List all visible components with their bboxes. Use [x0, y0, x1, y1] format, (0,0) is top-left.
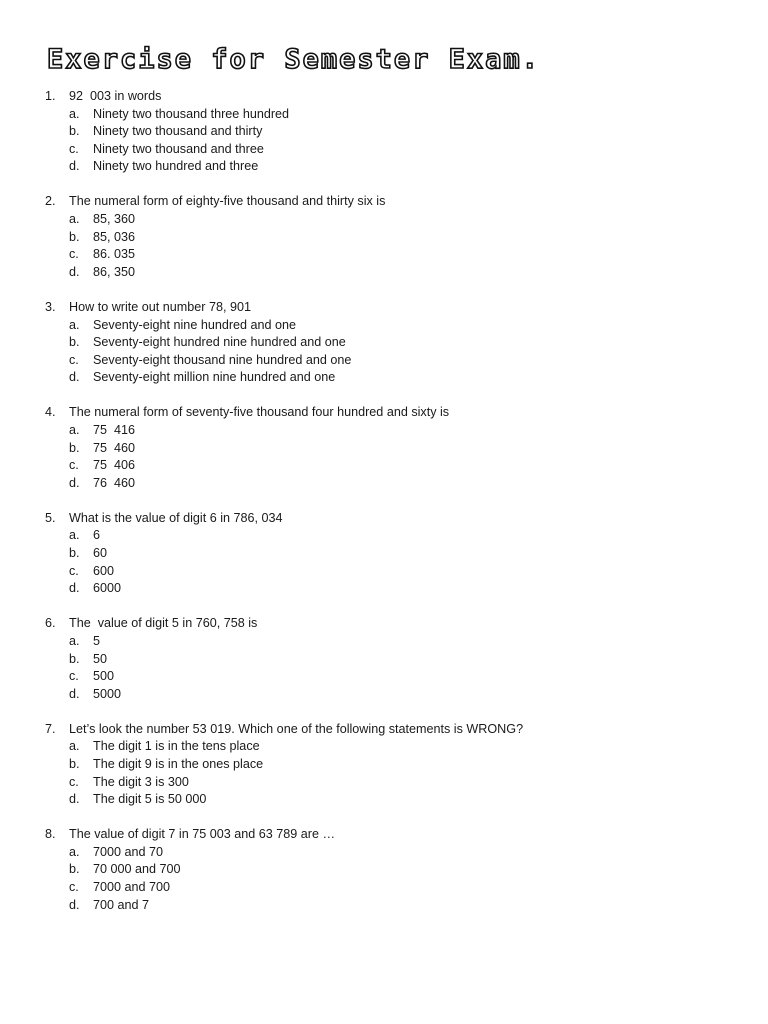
- answer-option: [0, 246, 768, 264]
- answer-option: [0, 211, 768, 229]
- question-number: 7.: [45, 721, 56, 736]
- question-stem: [0, 404, 768, 422]
- answer-options: [0, 633, 768, 703]
- question-item: [0, 721, 768, 809]
- option-letter: a.: [69, 212, 80, 227]
- question-item: [0, 404, 768, 492]
- option-text: 85, 360: [93, 212, 136, 227]
- option-letter: d.: [69, 264, 80, 279]
- option-text: 85, 036: [93, 229, 136, 244]
- answer-option: [0, 844, 768, 862]
- option-text: 75 406: [93, 458, 136, 473]
- answer-option: [0, 756, 768, 774]
- question-stem: [0, 88, 768, 106]
- option-text: Ninety two thousand and thirty: [93, 124, 263, 139]
- question-stem: [0, 510, 768, 528]
- answer-option: [0, 158, 768, 176]
- option-letter: b.: [69, 651, 80, 666]
- question-stem: [0, 193, 768, 211]
- option-letter: c.: [69, 352, 79, 367]
- question-text: Let’s look the number 53 019. Which one of the following statements is WRONG?: [69, 721, 524, 736]
- option-text: 500: [93, 669, 115, 684]
- question-list: [0, 88, 768, 932]
- question-number: 5.: [45, 510, 56, 525]
- option-text: 6: [93, 528, 101, 543]
- option-text: 5: [93, 633, 101, 648]
- option-letter: a.: [69, 106, 80, 121]
- option-letter: a.: [69, 317, 80, 332]
- option-letter: c.: [69, 141, 79, 156]
- option-letter: d.: [69, 475, 80, 490]
- answer-options: [0, 527, 768, 597]
- answer-option: [0, 861, 768, 879]
- option-text: 7000 and 700: [93, 880, 171, 895]
- option-letter: a.: [69, 739, 80, 754]
- question-text: The numeral form of eighty-five thousand and thirty six is: [69, 194, 386, 209]
- question-number: 8.: [45, 827, 56, 842]
- answer-options: [0, 317, 768, 387]
- answer-option: [0, 879, 768, 897]
- question-stem: [0, 615, 768, 633]
- option-letter: b.: [69, 546, 80, 561]
- question-number: 4.: [45, 405, 56, 420]
- question-item: [0, 193, 768, 281]
- option-letter: b.: [69, 862, 80, 877]
- option-letter: a.: [69, 528, 80, 543]
- option-letter: d.: [69, 159, 80, 174]
- option-letter: a.: [69, 633, 80, 648]
- question-number: 3.: [45, 299, 56, 314]
- question-text: What is the value of digit 6 in 786, 034: [69, 510, 283, 525]
- question-item: [0, 826, 768, 914]
- option-text: 76 460: [93, 475, 136, 490]
- option-text: The digit 3 is 300: [93, 774, 189, 789]
- option-text: 75 416: [93, 423, 136, 437]
- question-stem: [0, 299, 768, 317]
- option-letter: c.: [69, 458, 79, 473]
- question-number: 2.: [45, 194, 56, 209]
- answer-option: [0, 141, 768, 159]
- option-text: 5000: [93, 686, 122, 701]
- answer-option: [0, 334, 768, 352]
- option-letter: c.: [69, 563, 79, 578]
- question-item: [0, 299, 768, 387]
- answer-options: [0, 738, 768, 808]
- answer-option: [0, 123, 768, 141]
- answer-option: [0, 457, 768, 475]
- option-text: 50: [93, 651, 108, 666]
- question-stem: [0, 721, 768, 739]
- answer-option: [0, 440, 768, 458]
- answer-option: [0, 897, 768, 915]
- question-item: [0, 510, 768, 598]
- option-text: 700 and 7: [93, 897, 150, 912]
- answer-option: [0, 229, 768, 247]
- option-text: 600: [93, 563, 115, 578]
- answer-options: [0, 106, 768, 176]
- option-text: Seventy-eight hundred nine hundred and one: [93, 335, 346, 350]
- question-text: The value of digit 5 in 760, 758 is: [69, 616, 258, 631]
- answer-option: [0, 651, 768, 669]
- option-letter: b.: [69, 757, 80, 771]
- question-text: The value of digit 7 in 75 003 and 63 789 are …: [69, 827, 336, 842]
- option-letter: c.: [69, 880, 79, 895]
- option-text: The digit 5 is 50 000: [93, 792, 207, 807]
- option-text: Seventy-eight million nine hundred and one: [93, 370, 336, 385]
- option-letter: c.: [69, 247, 79, 262]
- option-letter: b.: [69, 229, 80, 244]
- answer-option: [0, 686, 768, 704]
- option-letter: d.: [69, 897, 80, 912]
- option-letter: d.: [69, 792, 80, 807]
- option-text: 70 000 and 700: [93, 862, 181, 877]
- answer-options: [0, 211, 768, 281]
- question-stem: [0, 826, 768, 844]
- answer-option: [0, 352, 768, 370]
- question-number: 6.: [45, 616, 56, 631]
- option-text: Seventy-eight thousand nine hundred and one: [93, 352, 352, 367]
- answer-option: [0, 527, 768, 545]
- answer-options: [0, 844, 768, 914]
- option-text: 60: [93, 546, 108, 561]
- answer-option: [0, 668, 768, 686]
- option-letter: a.: [69, 844, 80, 859]
- answer-option: [0, 475, 768, 493]
- option-text: 86. 035: [93, 247, 136, 262]
- option-letter: c.: [69, 669, 79, 684]
- answer-option: [0, 264, 768, 282]
- answer-option: [0, 422, 768, 440]
- option-text: Seventy-eight nine hundred and one: [93, 317, 297, 332]
- option-text: 86, 350: [93, 264, 136, 279]
- answer-option: [0, 545, 768, 563]
- answer-option: [0, 580, 768, 598]
- question-item: [0, 615, 768, 703]
- answer-option: [0, 563, 768, 581]
- option-letter: d.: [69, 581, 80, 596]
- option-text: The digit 9 is in the ones place: [93, 757, 264, 771]
- answer-options: [0, 422, 768, 492]
- answer-option: [0, 633, 768, 651]
- question-number: 1.: [45, 89, 56, 103]
- question-text: How to write out number 78, 901: [69, 299, 252, 314]
- option-text: Ninety two thousand three hundred: [93, 106, 290, 121]
- option-letter: b.: [69, 440, 80, 455]
- option-text: Ninety two hundred and three: [93, 159, 259, 174]
- option-letter: d.: [69, 370, 80, 385]
- option-text: 75 460: [93, 440, 136, 455]
- question-text: 92 003 in words: [69, 89, 162, 103]
- option-text: Ninety two thousand and three: [93, 141, 264, 156]
- answer-option: [0, 774, 768, 792]
- answer-option: [0, 317, 768, 335]
- option-letter: b.: [69, 124, 80, 139]
- option-letter: c.: [69, 774, 79, 789]
- answer-option: [0, 738, 768, 756]
- option-text: 7000 and 70: [93, 844, 164, 859]
- option-text: 6000: [93, 581, 122, 596]
- answer-option: [0, 369, 768, 387]
- question-text: The numeral form of seventy-five thousand four hundred and sixty is: [69, 405, 450, 420]
- option-text: The digit 1 is in the tens place: [93, 739, 260, 754]
- option-letter: b.: [69, 335, 80, 350]
- question-item: [0, 88, 768, 176]
- option-letter: d.: [69, 686, 80, 701]
- answer-option: [0, 106, 768, 124]
- answer-option: [0, 791, 768, 809]
- page-title: Exercise for Semester Exam.: [47, 44, 540, 75]
- option-letter: a.: [69, 423, 80, 437]
